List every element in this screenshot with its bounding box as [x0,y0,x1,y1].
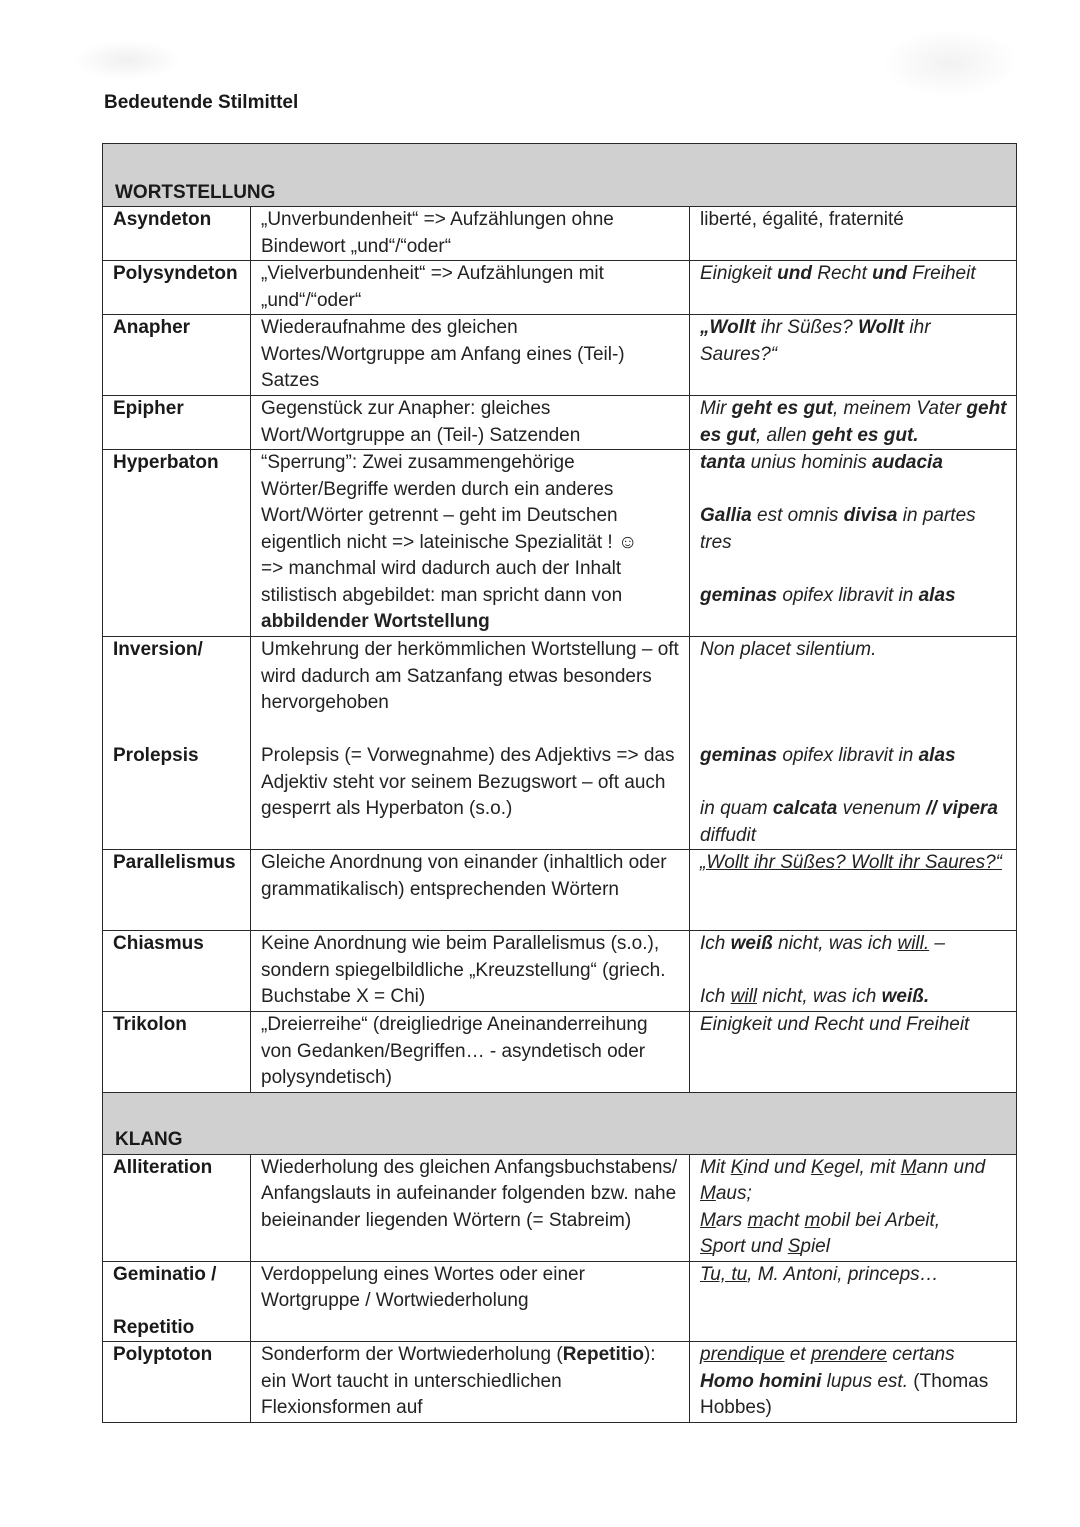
example-cell: Non placet silentium. geminas opifex libravit in alas in quam calcata venenum // vipera diffudit [690,637,1017,850]
term-cell: Parallelismus [103,850,251,931]
explanation-cell: “Sperrung”: Zwei zusammengehörige Wörter/Begriffe werden durch ein anderes Wort/Wörter getrennt – geht im Deutschen eigentlich nicht => lateinische Spezialität ! ☺ => manchmal wird dadurch auch der Inhalt stilistisch abgebildet: man spricht dann von abbildender Wortstellung [251,450,690,637]
example-cell: Mit Kind und Kegel, mit Mann und Maus; Mars macht mobil bei Arbeit, Sport und Spiel [690,1154,1017,1261]
example-cell: Mir geht es gut, meinem Vater geht es gut, allen geht es gut. [690,396,1017,450]
table-row [103,315,1017,396]
example-cell: prendique et prendere certans Homo homini lupus est. (Thomas Hobbes) [690,1342,1017,1423]
table-row [103,261,1017,315]
section-title: WORTSTELLUNG [103,144,1017,207]
section-header-wortstellung [103,144,1017,207]
table-row [103,1342,1017,1423]
term-cell: Alliteration [103,1154,251,1261]
table-row [103,396,1017,450]
example-cell: „Wollt ihr Süßes? Wollt ihr Saures?“ [690,850,1017,931]
scan-smudge [880,28,1020,98]
term-prolepsis: Prolepsis [113,745,199,766]
term-cell: Asyndeton [103,207,251,261]
term-cell: Chiasmus [103,931,251,1012]
example-cell: „Wollt ihr Süßes? Wollt ihr Saures?“ [690,315,1017,396]
explanation-cell: Wiederholung des gleichen Anfangsbuchstabens/ Anfangslauts in aufeinander folgenden bzw. nahe beieinander liegenden Wörtern (= Stabreim) [251,1154,690,1261]
table-row [103,1154,1017,1261]
explanation-cell: Sonderform der Wortwiederholung (Repetitio): ein Wort taucht in unterschiedlichen Flexionsformen auf [251,1342,690,1423]
example-cell: tanta unius hominis audacia Gallia est omnis divisa in partes tres geminas opifex libravit in alas [690,450,1017,637]
section-title: KLANG [103,1092,1017,1154]
example-cell: Ich weiß nicht, was ich will. – Ich will nicht, was ich weiß. [690,931,1017,1012]
example-cell: liberté, égalité, fraternité [690,207,1017,261]
example-cell: Einigkeit und Recht und Freiheit [690,1012,1017,1093]
term-inversion: Inversion/ [113,639,203,660]
table-row [103,207,1017,261]
term-cell: Hyperbaton [103,450,251,637]
term-cell: Polyptoton [103,1342,251,1423]
example-cell: Tu, tu, M. Antoni, princeps… [690,1261,1017,1342]
explanation-cell: Umkehrung der herkömmlichen Wortstellung – oft wird dadurch am Satzanfang etwas besonders hervorgehoben Prolepsis (= Vorwegnahme) des Adjektivs => das Adjektiv steht vor seinem Bezugswort – oft auch gesperrt als Hyperbaton (s.o.) [251,637,690,850]
example-cell: Einigkeit und Recht und Freiheit [690,261,1017,315]
table-row [103,931,1017,1012]
explanation-cell: Keine Anordnung wie beim Parallelismus (s.o.), sondern spiegelbildliche „Kreuzstellung“ (griech. Buchstabe X = Chi) [251,931,690,1012]
explanation-cell: „Vielverbundenheit“ => Aufzählungen mit „und“/“oder“ [251,261,690,315]
scan-smudge [72,40,182,80]
term-cell: Epipher [103,396,251,450]
explanation-cell: „Unverbundenheit“ => Aufzählungen ohne Bindewort „und“/“oder“ [251,207,690,261]
table-row [103,450,1017,637]
table-row [103,850,1017,931]
section-header-klang [103,1092,1017,1154]
term-cell: Geminatio / Repetitio [103,1261,251,1342]
term-cell: Anapher [103,315,251,396]
explanation-cell: Verdoppelung eines Wortes oder einer Wortgruppe / Wortwiederholung [251,1261,690,1342]
term-cell: Trikolon [103,1012,251,1093]
term-cell: Polysyndeton [103,261,251,315]
explanation-cell: Gegenstück zur Anapher: gleiches Wort/Wortgruppe an (Teil-) Satzenden [251,396,690,450]
table-row [103,1012,1017,1093]
explanation-cell: „Dreierreihe“ (dreigliedrige Aneinanderreihung von Gedanken/Begriffen… - asyndetisch oder polysyndetisch) [251,1012,690,1093]
stilmittel-table [102,143,1017,1423]
term-cell [103,637,251,850]
explanation-cell: Gleiche Anordnung von einander (inhaltlich oder grammatikalisch) entsprechenden Wörtern [251,850,690,931]
document-title: Bedeutende Stilmittel [104,92,299,113]
explanation-cell: Wiederaufnahme des gleichen Wortes/Wortgruppe am Anfang eines (Teil-) Satzes [251,315,690,396]
table-row [103,637,1017,850]
table-row [103,1261,1017,1342]
